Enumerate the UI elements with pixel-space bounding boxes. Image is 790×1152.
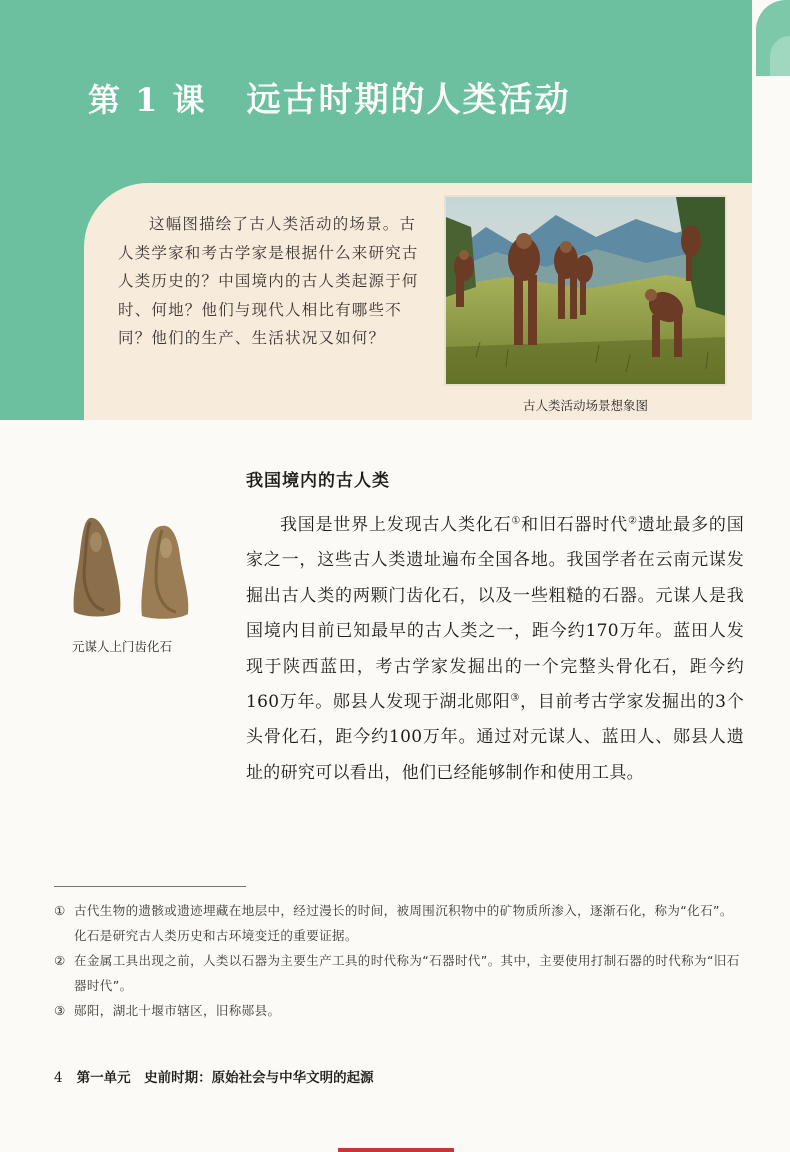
- body-paragraph: [246, 508, 744, 791]
- lesson-number: 第 1 课: [88, 81, 207, 119]
- footnote-divider: [54, 886, 246, 887]
- footnote-text: 古代生物的遗骸或遗迹埋藏在地层中，经过漫长的时间，被周围沉积物中的矿物质所渗入，逐渐石化，称为“化石”。化石是研究古人类历史和古环境变迁的重要证据。: [74, 903, 733, 943]
- yuanmou-incisor-fossils-photo: [62, 512, 202, 624]
- footnote-2: [54, 948, 744, 998]
- lesson-name: 远古时期的人类活动: [246, 80, 571, 120]
- body-text-part: ，目前考古学家发掘出的3个头骨化石，距今约100万年。通过对元谋人、蓝田人、郧县人遗址的研究可以看出，他们已经能够制作和使用工具。: [246, 692, 745, 783]
- footnote-ref-1[interactable]: ①: [511, 515, 522, 527]
- scene-caption: 古人类活动场景想象图: [522, 398, 648, 413]
- ancient-humans-scene-illustration: [444, 195, 727, 386]
- footnote-mark: ①: [54, 903, 66, 918]
- section-heading: 我国境内的古人类: [246, 471, 390, 491]
- footnote-mark: ③: [54, 1003, 66, 1018]
- incisor-fossils: [62, 512, 202, 624]
- footnote-1: [54, 898, 744, 948]
- fossil-caption: 元谋人上门齿化石: [72, 639, 173, 654]
- lesson-title: [88, 72, 571, 122]
- bottom-edge-mark: [338, 1148, 454, 1152]
- body-text-part: 和旧石器时代: [521, 515, 628, 535]
- unit-title: 第一单元 史前时期：原始社会与中华文明的起源: [76, 1070, 374, 1086]
- body-text-part: 我国是世界上发现古人类化石: [280, 515, 512, 535]
- footnote-text: 郧阳，湖北十堰市辖区，旧称郧县。: [74, 1003, 281, 1018]
- scene-painting: [446, 197, 727, 386]
- page-number: 4: [54, 1070, 63, 1086]
- page-footer: [54, 1066, 374, 1086]
- footnote-3: [54, 998, 744, 1023]
- section-body: [246, 508, 744, 791]
- intro-text: 这幅图描绘了古人类活动的场景。古人类学家和考古学家是根据什么来研究古人类历史的？中国境内的古人类起源于何时、何地？他们与现代人相比有哪些不同？他们的生产、生活状况又如何？: [118, 215, 419, 348]
- footnotes: [54, 898, 744, 1023]
- body-text-part: 遗址最多的国家之一，这些古人类遗址遍布全国各地。我国学者在云南元谋发掘出古人类的两颗门齿化石，以及一些粗糙的石器。元谋人是我国境内目前已知最早的古人类之一，距今约170万年。蓝田人发现于陕西蓝田，考古学家发掘出的一个完整头骨化石，距今约160万年。郧县人发现于湖北郧阳: [246, 515, 744, 713]
- footnote-text: 在金属工具出现之前，人类以石器为主要生产工具的时代称为“石器时代”。其中，主要使用打制石器的时代称为“旧石器时代”。: [74, 953, 740, 993]
- footnote-ref-2[interactable]: ②: [627, 515, 638, 527]
- footnote-ref-3[interactable]: ③: [510, 692, 521, 704]
- footnote-mark: ②: [54, 953, 66, 968]
